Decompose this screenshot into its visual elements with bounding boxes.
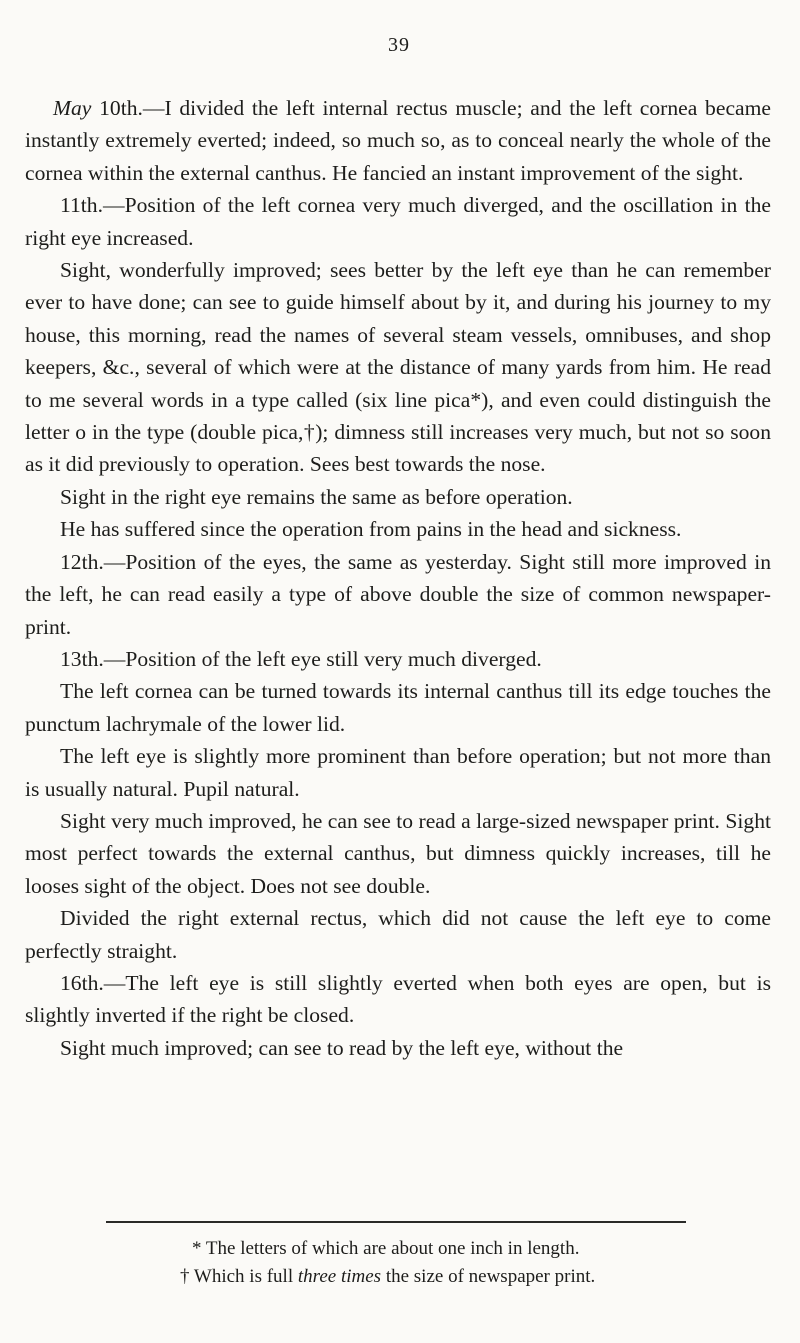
footnotes: [150, 1235, 710, 1291]
footnote-divider: [106, 1221, 686, 1223]
paragraph-prominent: The left eye is slightly more prominent than before operation; but not more than is usually natural. Pupil natural.: [25, 744, 771, 801]
paragraph-newspaper-print: Sight very much improved, he can see to read a large-sized newspaper print. Sight most perfect towards the external canthus, but dimness quickly increases, till he looses sight of the object. Does not see double.: [25, 808, 771, 898]
body-text: [25, 92, 771, 1064]
footnote-dagger-start: † Which is full: [180, 1266, 298, 1287]
paragraph-13th: 13th.—Position of the left eye still very much diverged.: [60, 646, 542, 671]
footnote-asterisk: * The letters of which are about one inch in length.: [192, 1238, 580, 1259]
paragraph-suffered: He has suffered since the operation from pains in the head and sickness.: [60, 517, 682, 542]
footnote-dagger-emphasis: three times: [297, 1266, 382, 1287]
paragraph-16th: 16th.—The left eye is still slightly everted when both eyes are open, but is slightly inverted if the right be closed.: [25, 970, 771, 1028]
month-label: May: [53, 96, 92, 120]
footnote-dagger: [150, 1263, 710, 1291]
paragraph-12th: 12th.—Position of the eyes, the same as yesterday. Sight still more improved in the left, he can read easily a type of above double the size of common newspaper-print.: [25, 549, 771, 639]
paragraph-may-10: [25, 92, 771, 189]
footnote-dagger-end: the size of newspaper print.: [381, 1266, 596, 1287]
paragraph-divided-right: Divided the right external rectus, which did not cause the left eye to come perfectly straight.: [25, 906, 771, 963]
paragraph-cornea-turned: The left cornea can be turned towards its internal canthus till its edge touches the punctum lachrymale of the lower lid.: [25, 679, 771, 736]
page-number: 39: [388, 34, 410, 56]
paragraph-text: 10th.—I divided the left internal rectus muscle; and the left cornea became instantly extremely everted; indeed, so much so, as to conceal nearly the whole of the cornea within the external canthus. He fancied an instant improvement of the sight.: [25, 96, 771, 185]
paragraph-sight-improved: Sight, wonderfully improved; sees better by the left eye than he can remember ever to have done; can see to guide himself about by it, and during his journey to my house, this morning, read the names of several steam vessels, omnibuses, and shop keepers, &c., several of which were at the distance of many yards from him. He read to me several words in a type called (six line pica*), and even could distinguish the letter o in the type (double pica,†); dimness still increases very much, but not so soon as it did previously to operation. Sees best towards the nose.: [25, 258, 771, 477]
paragraph-continued: Sight much improved; can see to read by the left eye, without the: [60, 1035, 624, 1060]
paragraph-right-eye: Sight in the right eye remains the same as before operation.: [60, 484, 573, 509]
paragraph-11th: 11th.—Position of the left cornea very much diverged, and the oscillation in the right eye increased.: [25, 193, 771, 250]
